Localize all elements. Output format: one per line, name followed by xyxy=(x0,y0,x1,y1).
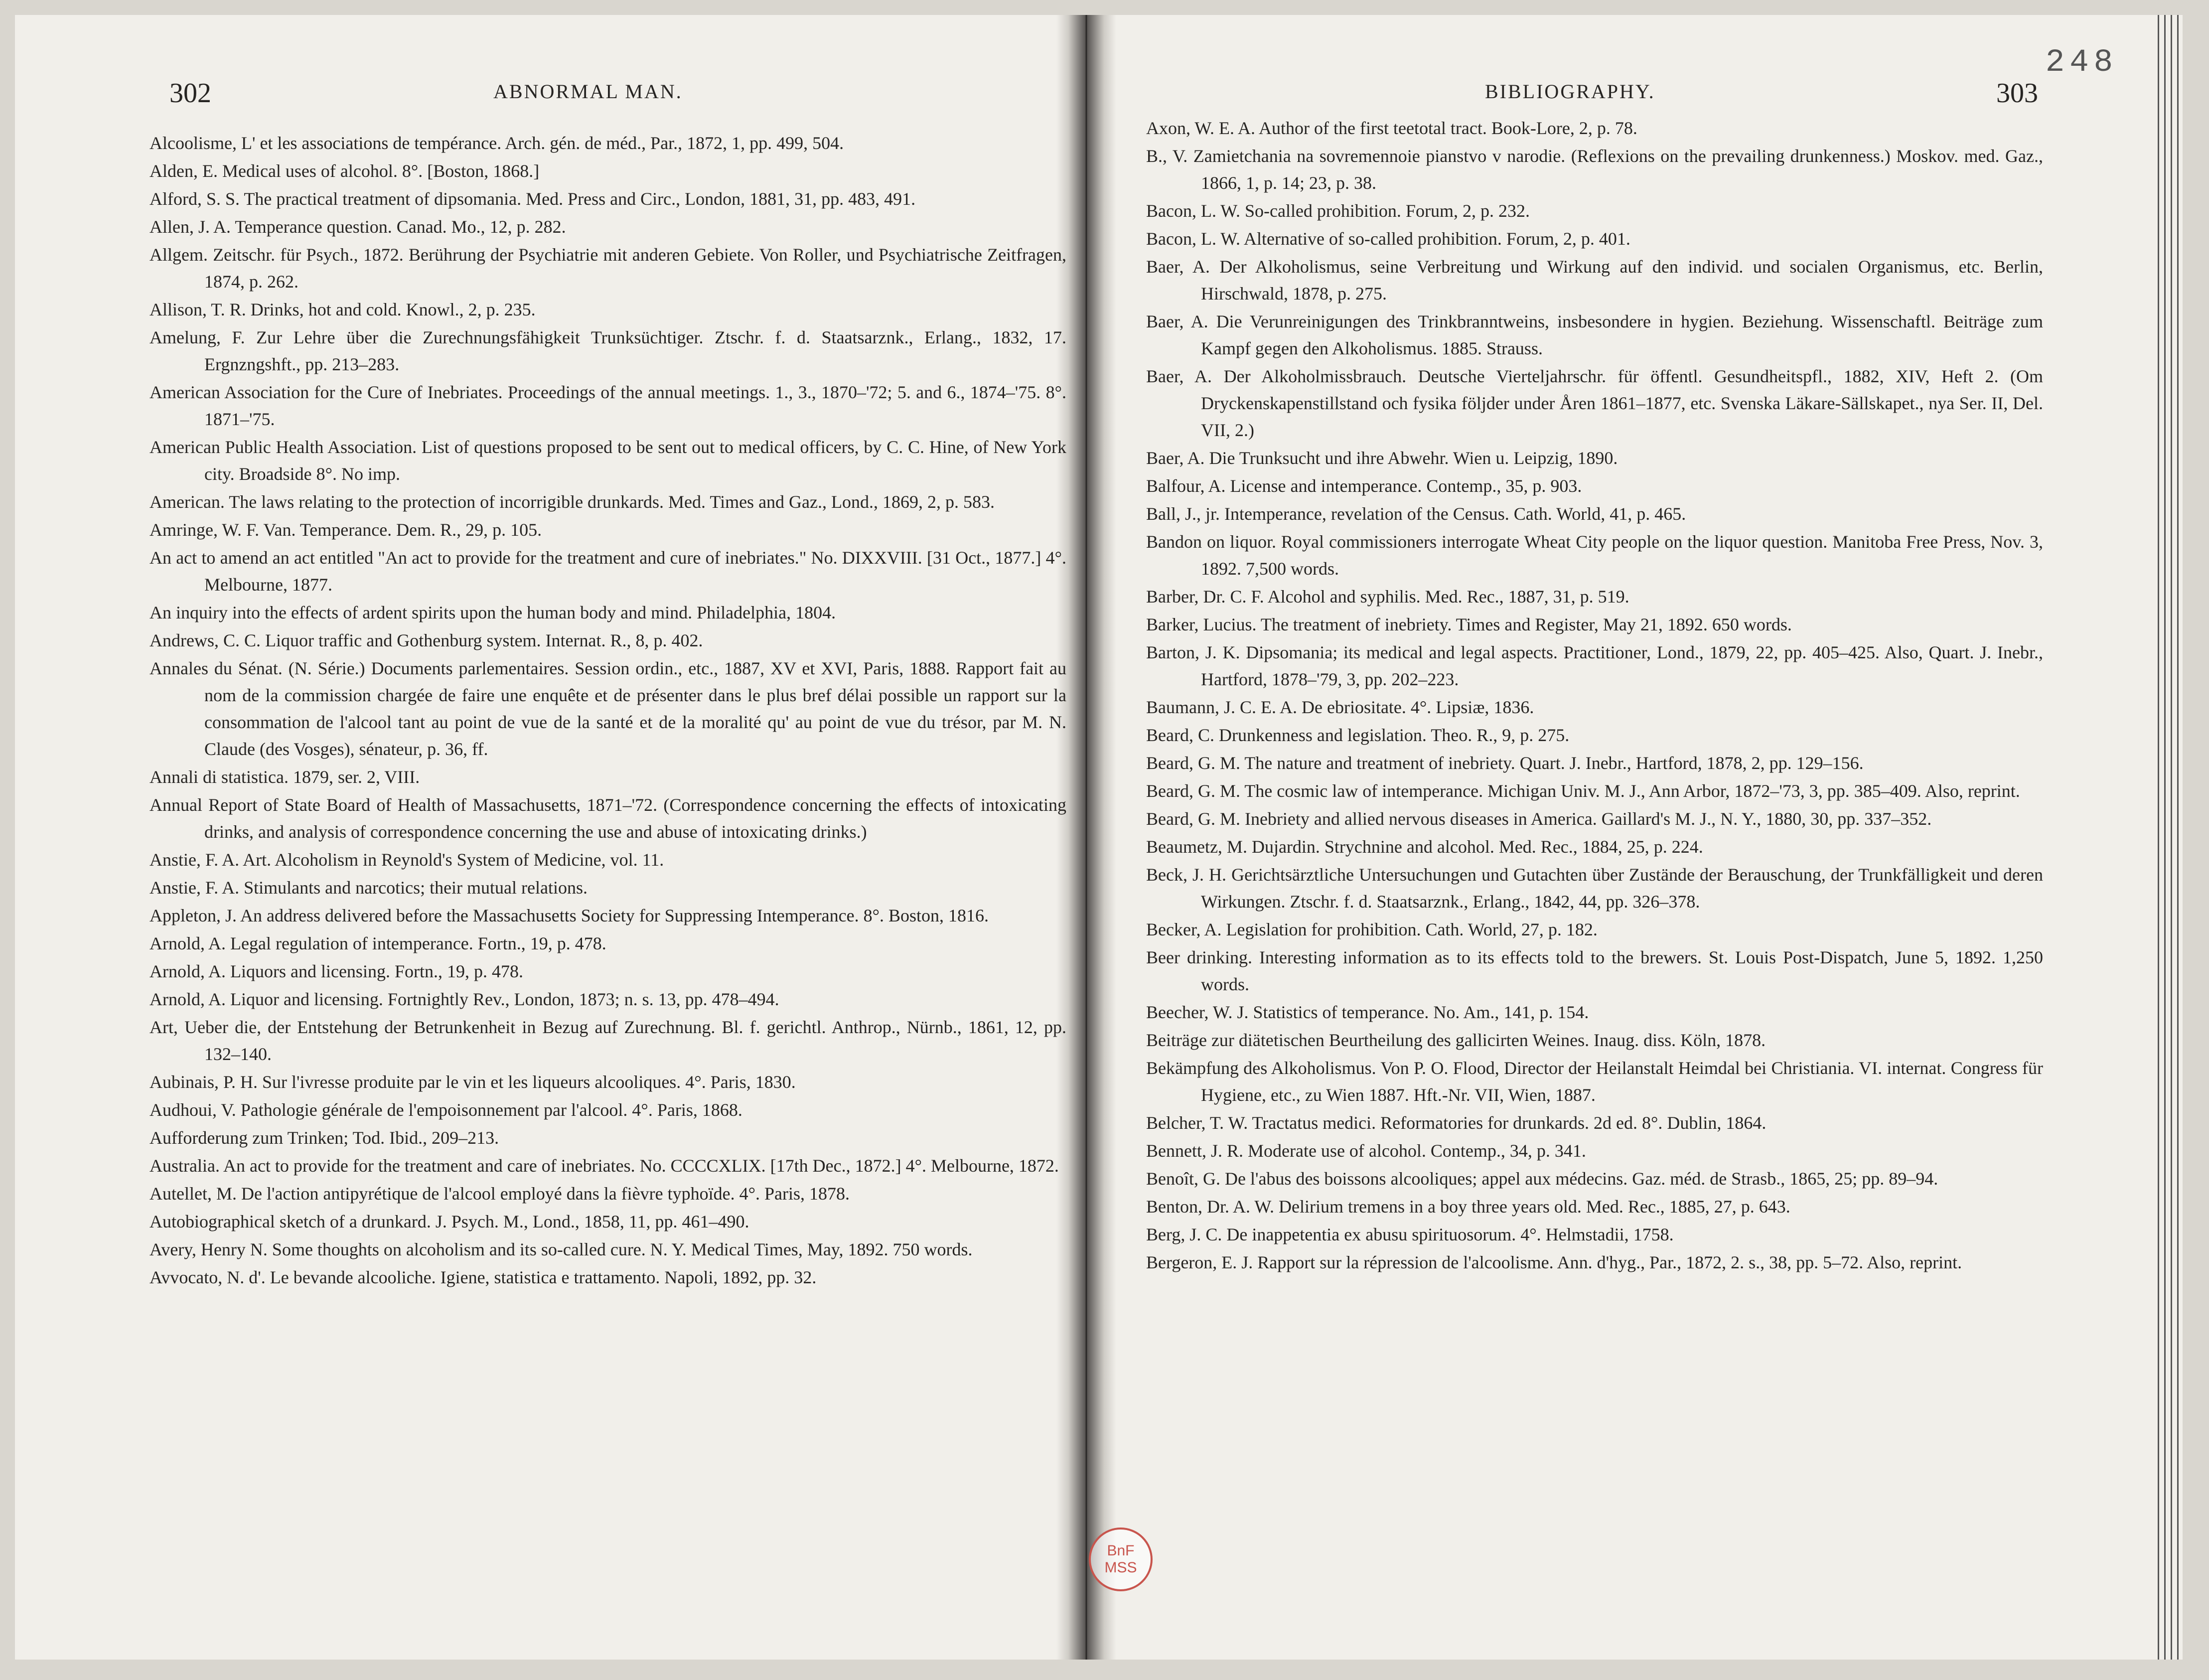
right-page-number: 303 xyxy=(1996,78,2038,109)
bibliography-entry: Beard, G. M. Inebriety and allied nervous diseases in America. Gaillard's M. J., N. Y., 1880, 30, pp. 337–352. xyxy=(1146,809,1932,829)
left-page-title: ABNORMAL MAN. xyxy=(493,80,683,103)
bibliography-entry: Bennett, J. R. Moderate use of alcohol. Contemp., 34, p. 341. xyxy=(1146,1141,1586,1161)
bibliography-entry: Bacon, L. W. So-called prohibition. Forum, 2, p. 232. xyxy=(1146,201,1530,221)
bibliography-entry: Axon, W. E. A. Author of the first teetotal tract. Book-Lore, 2, p. 78. xyxy=(1146,118,1637,138)
bibliography-entry: Barber, Dr. C. F. Alcohol and syphilis. Med. Rec., 1887, 31, p. 519. xyxy=(1146,587,1629,607)
bibliography-entry: Amelung, F. Zur Lehre über die Zurechnungsfähigkeit Trunksüchtiger. Ztschr. f. d. Staatsarznk., Erlang., 1832, 17. Ergnzngshft., pp. 213–283. xyxy=(149,327,1066,374)
bibliography-entry: Beard, G. M. The cosmic law of intemperance. Michigan Univ. M. J., Ann Arbor, 1872–'73, 3, pp. 385–409. Also, reprint. xyxy=(1146,781,2020,801)
bibliography-entry: Arnold, A. Liquors and licensing. Fortn., 19, p. 478. xyxy=(149,961,523,981)
bibliography-entry: Baer, A. Die Trunksucht und ihre Abwehr. Wien u. Leipzig, 1890. xyxy=(1146,448,1618,468)
bibliography-entry: Baumann, J. C. E. A. De ebriositate. 4°. Lipsiæ, 1836. xyxy=(1146,697,1534,717)
bibliography-entry: Andrews, C. C. Liquor traffic and Gothenburg system. Internat. R., 8, p. 402. xyxy=(149,630,703,650)
bibliography-entry: Arnold, A. Liquor and licensing. Fortnightly Rev., London, 1873; n. s. 13, pp. 478–494. xyxy=(149,989,779,1009)
bibliography-entry: Beaumetz, M. Dujardin. Strychnine and alcohol. Med. Rec., 1884, 25, p. 224. xyxy=(1146,837,1703,857)
bibliography-entry: Annales du Sénat. (N. Série.) Documents parlementaires. Session ordin., etc., 1887, XV et XVI, Paris, 1888. Rapport fait au nom de la commission chargée de faire une enquête et de présenter dans le plus bref délai possible un rapport sur la consommation de l'alcool tant au point de vue de la santé et de la moralité qu' au point de vue du trésor, par M. N. Claude (des Vosges), sénateur, p. 36, ff. xyxy=(149,658,1066,759)
left-bibliography-list xyxy=(149,130,1066,1292)
bibliography-entry: Aubinais, P. H. Sur l'ivresse produite par le vin et les liqueurs alcooliques. 4°. Paris, 1830. xyxy=(149,1072,796,1092)
bibliography-entry: Bacon, L. W. Alternative of so-called prohibition. Forum, 2, p. 401. xyxy=(1146,229,1630,249)
bibliography-entry: Barton, J. K. Dipsomania; its medical and legal aspects. Practitioner, Lond., 1879, 22, pp. 405–425. Also, Quart. J. Inebr., Hartford, 1878–'79, 3, pp. 202–223. xyxy=(1146,642,2043,689)
bibliography-entry: Belcher, T. W. Tractatus medici. Reformatories for drunkards. 2d ed. 8°. Dublin, 1864. xyxy=(1146,1113,1767,1133)
left-page xyxy=(149,15,1066,1287)
bibliography-entry: Baer, A. Der Alkoholmissbrauch. Deutsche Vierteljahrschr. für öffentl. Gesundheitspfl., 1882, XIV, Heft 2. (Om Dryckenskapenstillstand och fysika följder under Åren 1861–1877, etc. Svenska Läkare-Sällskapet., nya Ser. II, Del. VII, 2.) xyxy=(1146,366,2043,440)
bibliography-entry: Benoît, G. De l'abus des boissons alcooliques; appel aux médecins. Gaz. méd. de Strasb., 1865, 25; pp. 89–94. xyxy=(1146,1169,1938,1189)
bibliography-entry: American. The laws relating to the protection of incorrigible drunkards. Med. Times and Gaz., Lond., 1869, 2, p. 583. xyxy=(149,492,995,512)
bibliography-entry: Beard, G. M. The nature and treatment of inebriety. Quart. J. Inebr., Hartford, 1878, 2, pp. 129–156. xyxy=(1146,753,1864,773)
bibliography-entry: Becker, A. Legislation for prohibition. Cath. World, 27, p. 182. xyxy=(1146,919,1598,939)
bibliography-entry: Aufforderung zum Trinken; Tod. Ibid., 209–213. xyxy=(149,1128,499,1148)
bibliography-entry: Beck, J. H. Gerichtsärztliche Untersuchungen und Gutachten über Zustände der Berauschung, der Trunkfälligkeit und deren Wirkungen. Ztschr. f. d. Staatsarznk., Erlang., 1842, 44, pp. 326–378. xyxy=(1146,865,2043,912)
bibliography-entry: American Association for the Cure of Inebriates. Proceedings of the annual meetings. 1., 3., 1870–'72; 5. and 6., 1874–'75. 8°. 1871–'75. xyxy=(149,382,1066,429)
bibliography-entry: Avery, Henry N. Some thoughts on alcoholism and its so-called cure. N. Y. Medical Times, May, 1892. 750 words. xyxy=(149,1239,973,1259)
right-running-head xyxy=(1146,15,2043,109)
bibliography-entry: Bekämpfung des Alkoholismus. Von P. O. Flood, Director der Heilanstalt Heimdal bei Christiania. VI. internat. Congress für Hygiene, etc., zu Wien 1887. Hft.-Nr. VII, Wien, 1887. xyxy=(1146,1058,2043,1105)
bibliography-entry: Alford, S. S. The practical treatment of dipsomania. Med. Press and Circ., London, 1881, 31, pp. 483, 491. xyxy=(149,189,916,209)
bibliography-entry: Amringe, W. F. Van. Temperance. Dem. R., 29, p. 105. xyxy=(149,520,542,540)
bibliography-entry: Annali di statistica. 1879, ser. 2, VIII. xyxy=(149,767,420,787)
bibliography-entry: Bandon on liquor. Royal commissioners interrogate Wheat City people on the liquor question. Manitoba Free Press, Nov. 3, 1892. 7,500 words. xyxy=(1146,532,2043,579)
bibliography-entry: Australia. An act to provide for the treatment and care of inebriates. No. CCCCXLIX. [17th Dec., 1872.] 4°. Melbourne, 1872. xyxy=(149,1156,1059,1176)
bibliography-entry: Anstie, F. A. Stimulants and narcotics; their mutual relations. xyxy=(149,878,588,898)
bibliography-entry: Allgem. Zeitschr. für Psych., 1872. Berührung der Psychiatrie mit anderen Gebiete. Von Roller, und Psychiatrische Zeitfragen, 1874, p. 262. xyxy=(149,245,1066,292)
bibliography-entry: Beard, C. Drunkenness and legislation. Theo. R., 9, p. 275. xyxy=(1146,725,1570,745)
bibliography-entry: Balfour, A. License and intemperance. Contemp., 35, p. 903. xyxy=(1146,476,1582,496)
bibliography-entry: Allen, J. A. Temperance question. Canad. Mo., 12, p. 282. xyxy=(149,217,566,237)
page-edge xyxy=(2153,15,2183,1660)
bibliography-entry: Bergeron, E. J. Rapport sur la répression de l'alcoolisme. Ann. d'hyg., Par., 1872, 2. s., 38, pp. 5–72. Also, reprint. xyxy=(1146,1252,1962,1272)
bibliography-entry: An inquiry into the effects of ardent spirits upon the human body and mind. Philadelphia, 1804. xyxy=(149,603,836,622)
bibliography-entry: Berg, J. C. De inappetentia ex abusu spirituosorum. 4°. Helmstadii, 1758. xyxy=(1146,1224,1674,1244)
bibliography-entry: Ball, J., jr. Intemperance, revelation of the Census. Cath. World, 41, p. 465. xyxy=(1146,504,1686,524)
bibliography-entry: An act to amend an act entitled "An act to provide for the treatment and cure of inebriates." No. DIXXVIII. [31 Oct., 1877.] 4°. Melbourne, 1877. xyxy=(149,548,1066,595)
bibliography-entry: Autobiographical sketch of a drunkard. J. Psych. M., Lond., 1858, 11, pp. 461–490. xyxy=(149,1212,749,1231)
bibliography-entry: Alcoolisme, L' et les associations de tempérance. Arch. gén. de méd., Par., 1872, 1, pp. 499, 504. xyxy=(149,133,844,153)
bibliography-entry: B., V. Zamietchania na sovremennoie pianstvo v narodie. (Reflexions on the prevailing drunkenness.) Moskov. med. Gaz., 1866, 1, p. 14; 23, p. 38. xyxy=(1146,146,2043,193)
bibliography-entry: Baer, A. Die Verunreinigungen des Trinkbranntweins, insbesondere in hygien. Beziehung. Wissenschaftl. Beiträge zum Kampf gegen den Alkoholismus. 1885. Strauss. xyxy=(1146,311,2043,358)
bibliography-entry: Beiträge zur diätetischen Beurtheilung des gallicirten Weines. Inaug. diss. Köln, 1878. xyxy=(1146,1030,1766,1050)
right-page-title: BIBLIOGRAPHY. xyxy=(1485,80,1655,103)
library-stamp xyxy=(1089,1527,1153,1591)
left-page-number: 302 xyxy=(169,78,211,109)
bibliography-entry: Avvocato, N. d'. Le bevande alcooliche. Igiene, statistica e trattamento. Napoli, 1892, pp. 32. xyxy=(149,1267,817,1287)
bibliography-entry: Barker, Lucius. The treatment of inebriety. Times and Register, May 21, 1892. 650 words. xyxy=(1146,614,1792,634)
archive-folio-number: 248 xyxy=(2045,45,2118,81)
bibliography-entry: Beecher, W. J. Statistics of temperance. No. Am., 141, p. 154. xyxy=(1146,1002,1589,1022)
bibliography-entry: Anstie, F. A. Art. Alcoholism in Reynold's System of Medicine, vol. 11. xyxy=(149,850,664,870)
bibliography-entry: Appleton, J. An address delivered before the Massachusetts Society for Suppressing Intemperance. 8°. Boston, 1816. xyxy=(149,906,989,925)
bibliography-entry: Audhoui, V. Pathologie générale de l'empoisonnement par l'alcool. 4°. Paris, 1868. xyxy=(149,1100,742,1120)
bibliography-entry: Art, Ueber die, der Entstehung der Betrunkenheit in Bezug auf Zurechnung. Bl. f. gerichtl. Anthrop., Nürnb., 1861, 12, pp. 132–140. xyxy=(149,1017,1066,1064)
bibliography-entry: Autellet, M. De l'action antipyrétique de l'alcool employé dans la fièvre typhoïde. 4°. Paris, 1878. xyxy=(149,1184,850,1204)
bibliography-entry: Arnold, A. Legal regulation of intemperance. Fortn., 19, p. 478. xyxy=(149,933,606,953)
scanned-page-spread xyxy=(15,15,2183,1660)
bibliography-entry: American Public Health Association. List of questions proposed to be sent out to medical officers, by C. C. Hine, of New York city. Broadside 8°. No imp. xyxy=(149,437,1066,484)
stamp-line-1: BnF xyxy=(1107,1542,1135,1559)
bibliography-entry: Baer, A. Der Alkoholismus, seine Verbreitung und Wirkung auf den individ. und socialen Organismus, etc. Berlin, Hirschwald, 1878, p. 275. xyxy=(1146,257,2043,304)
right-bibliography-list xyxy=(1146,115,2043,1277)
left-running-head xyxy=(149,15,1066,109)
bibliography-entry: Alden, E. Medical uses of alcohol. 8°. [Boston, 1868.] xyxy=(149,161,540,181)
bibliography-entry: Benton, Dr. A. W. Delirium tremens in a boy three years old. Med. Rec., 1885, 27, p. 643. xyxy=(1146,1197,1790,1217)
bibliography-entry: Annual Report of State Board of Health of Massachusetts, 1871–'72. (Correspondence concerning the effects of intoxicating drinks, and analysis of correspondence concerning the use and abuse of intoxicating drinks.) xyxy=(149,795,1066,842)
right-page xyxy=(1146,15,2043,1272)
bibliography-entry: Allison, T. R. Drinks, hot and cold. Knowl., 2, p. 235. xyxy=(149,300,536,319)
bibliography-entry: Beer drinking. Interesting information as to its effects told to the brewers. St. Louis Post-Dispatch, June 5, 1892. 1,250 words. xyxy=(1146,947,2043,994)
stamp-line-2: MSS xyxy=(1104,1559,1137,1576)
